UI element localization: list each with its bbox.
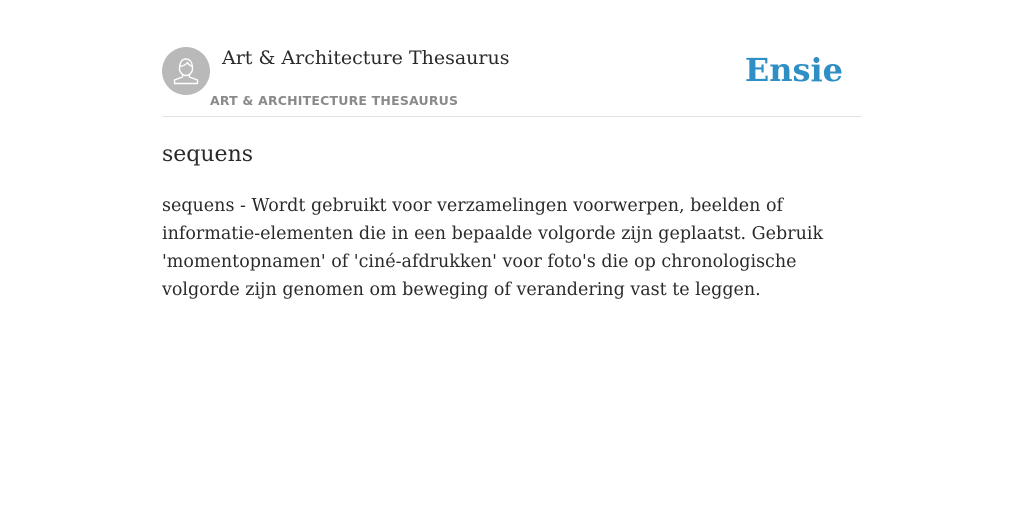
entry-term: sequens — [162, 142, 254, 167]
source-title[interactable]: Art & Architecture Thesaurus — [222, 47, 510, 69]
source-subtitle[interactable]: ART & ARCHITECTURE THESAURUS — [210, 93, 459, 108]
entry-header — [162, 46, 862, 117]
brand-logo[interactable]: Ensie — [744, 51, 843, 89]
avatar[interactable] — [162, 47, 210, 95]
user-icon — [162, 47, 210, 95]
entry-definition: sequens - Wordt gebruikt voor verzamelingen voorwerpen, beelden of informatie-elementen die in een bepaalde volgorde zijn geplaatst. Gebruik 'momentopnamen' of 'ciné-afdrukken' voor foto's die op chronologische volgorde zijn genomen om beweging of verandering vast te leggen. — [162, 196, 824, 300]
